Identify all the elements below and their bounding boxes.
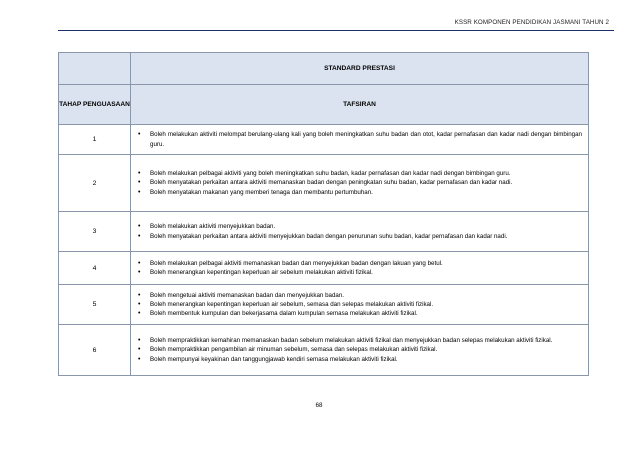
description-cell [131, 285, 589, 325]
criteria-item: • Boleh mempunyai keyakinan dan tanggungjawab kendiri semasa melakukan aktiviti fizikal. [135, 355, 582, 364]
criteria-item: • Boleh melakukan aktiviti menyejukkan badan. [135, 222, 582, 231]
level-cell: 2 [59, 155, 131, 212]
criteria-item: • Boleh mempraktikkan pengambilan air minuman sebelum, semasa dan selepas melakukan aktiviti fizikal. [135, 345, 582, 354]
column-header-level: TAHAP PENGUASAAN [59, 85, 131, 125]
criteria-list [135, 291, 582, 319]
performance-standard-table [58, 52, 589, 376]
criteria-item: • Boleh melakukan pelbagai aktiviti yang boleh meningkatkan suhu badan, kadar pernafasan dan kadar nadi dengan bimbingan guru. [135, 169, 582, 178]
table-body [59, 125, 589, 376]
criteria-list [135, 130, 582, 149]
description-cell [131, 212, 589, 252]
criteria-list [135, 169, 582, 197]
criteria-item: • Boleh membentuk kumpulan dan bekerjasama dalam kumpulan semasa melakukan aktiviti fizikal. [135, 309, 582, 318]
criteria-item: • Boleh menyatakan perkaitan antara aktiviti memanaskan badan dengan peningkatan suhu badan, kadar pernafasan dan kadar nadi. [135, 178, 582, 187]
table-row [59, 155, 589, 212]
criteria-list [135, 336, 582, 364]
running-header: KSSR KOMPONEN PENDIDIKAN JASMANI TAHUN 2 [454, 19, 609, 26]
page-number: 68 [315, 402, 323, 409]
criteria-item: • Boleh menerangkan kepentingan keperluan air sebelum melakukan aktiviti fizikal. [135, 268, 582, 277]
table-row [59, 285, 589, 325]
table-row [59, 212, 589, 252]
level-cell: 4 [59, 252, 131, 285]
description-cell [131, 125, 589, 155]
column-header-description: TAFSIRAN [131, 85, 589, 125]
criteria-list [135, 259, 582, 278]
level-cell: 1 [59, 125, 131, 155]
header-rule [58, 30, 614, 31]
table-row [59, 125, 589, 155]
level-cell: 5 [59, 285, 131, 325]
table-header-blank [59, 53, 131, 85]
description-cell [131, 155, 589, 212]
criteria-item: • Boleh melakukan pelbagai aktiviti memanaskan badan dan menyejukkan badan dengan lakuan yang betul. [135, 259, 582, 268]
description-cell [131, 325, 589, 376]
criteria-list [135, 222, 582, 241]
criteria-item: • Boleh menerangkan kepentingan keperluan air sebelum, semasa dan selepas melakukan aktiviti fizikal. [135, 300, 582, 309]
criteria-item: • Boleh melakukan aktiviti melompat berulang-ulang kali yang boleh meningkatkan suhu badan dan otot, kadar pernafasan dan kadar nadi dengan bimbingan guru. [135, 130, 582, 149]
table-row [59, 325, 589, 376]
description-cell [131, 252, 589, 285]
criteria-item: • Boleh mengetuai aktiviti memanaskan badan dan menyejukkan badan. [135, 291, 582, 300]
level-cell: 3 [59, 212, 131, 252]
level-cell: 6 [59, 325, 131, 376]
table-title: STANDARD PRESTASI [131, 53, 589, 85]
table-row [59, 252, 589, 285]
criteria-item: • Boleh mempraktikkan kemahiran memanaskan badan sebelum melakukan aktiviti fizikal dan menyejukkan badan selepas melakukan aktiviti fizikal. [135, 336, 582, 345]
criteria-item: • Boleh menyatakan perkaitan antara aktiviti menyejukkan badan dengan penurunan suhu badan, kadar pernafasan dan kadar nadi. [135, 232, 582, 241]
criteria-item: • Boleh menyatakan makanan yang memberi tenaga dan membantu pertumbuhan. [135, 188, 582, 197]
